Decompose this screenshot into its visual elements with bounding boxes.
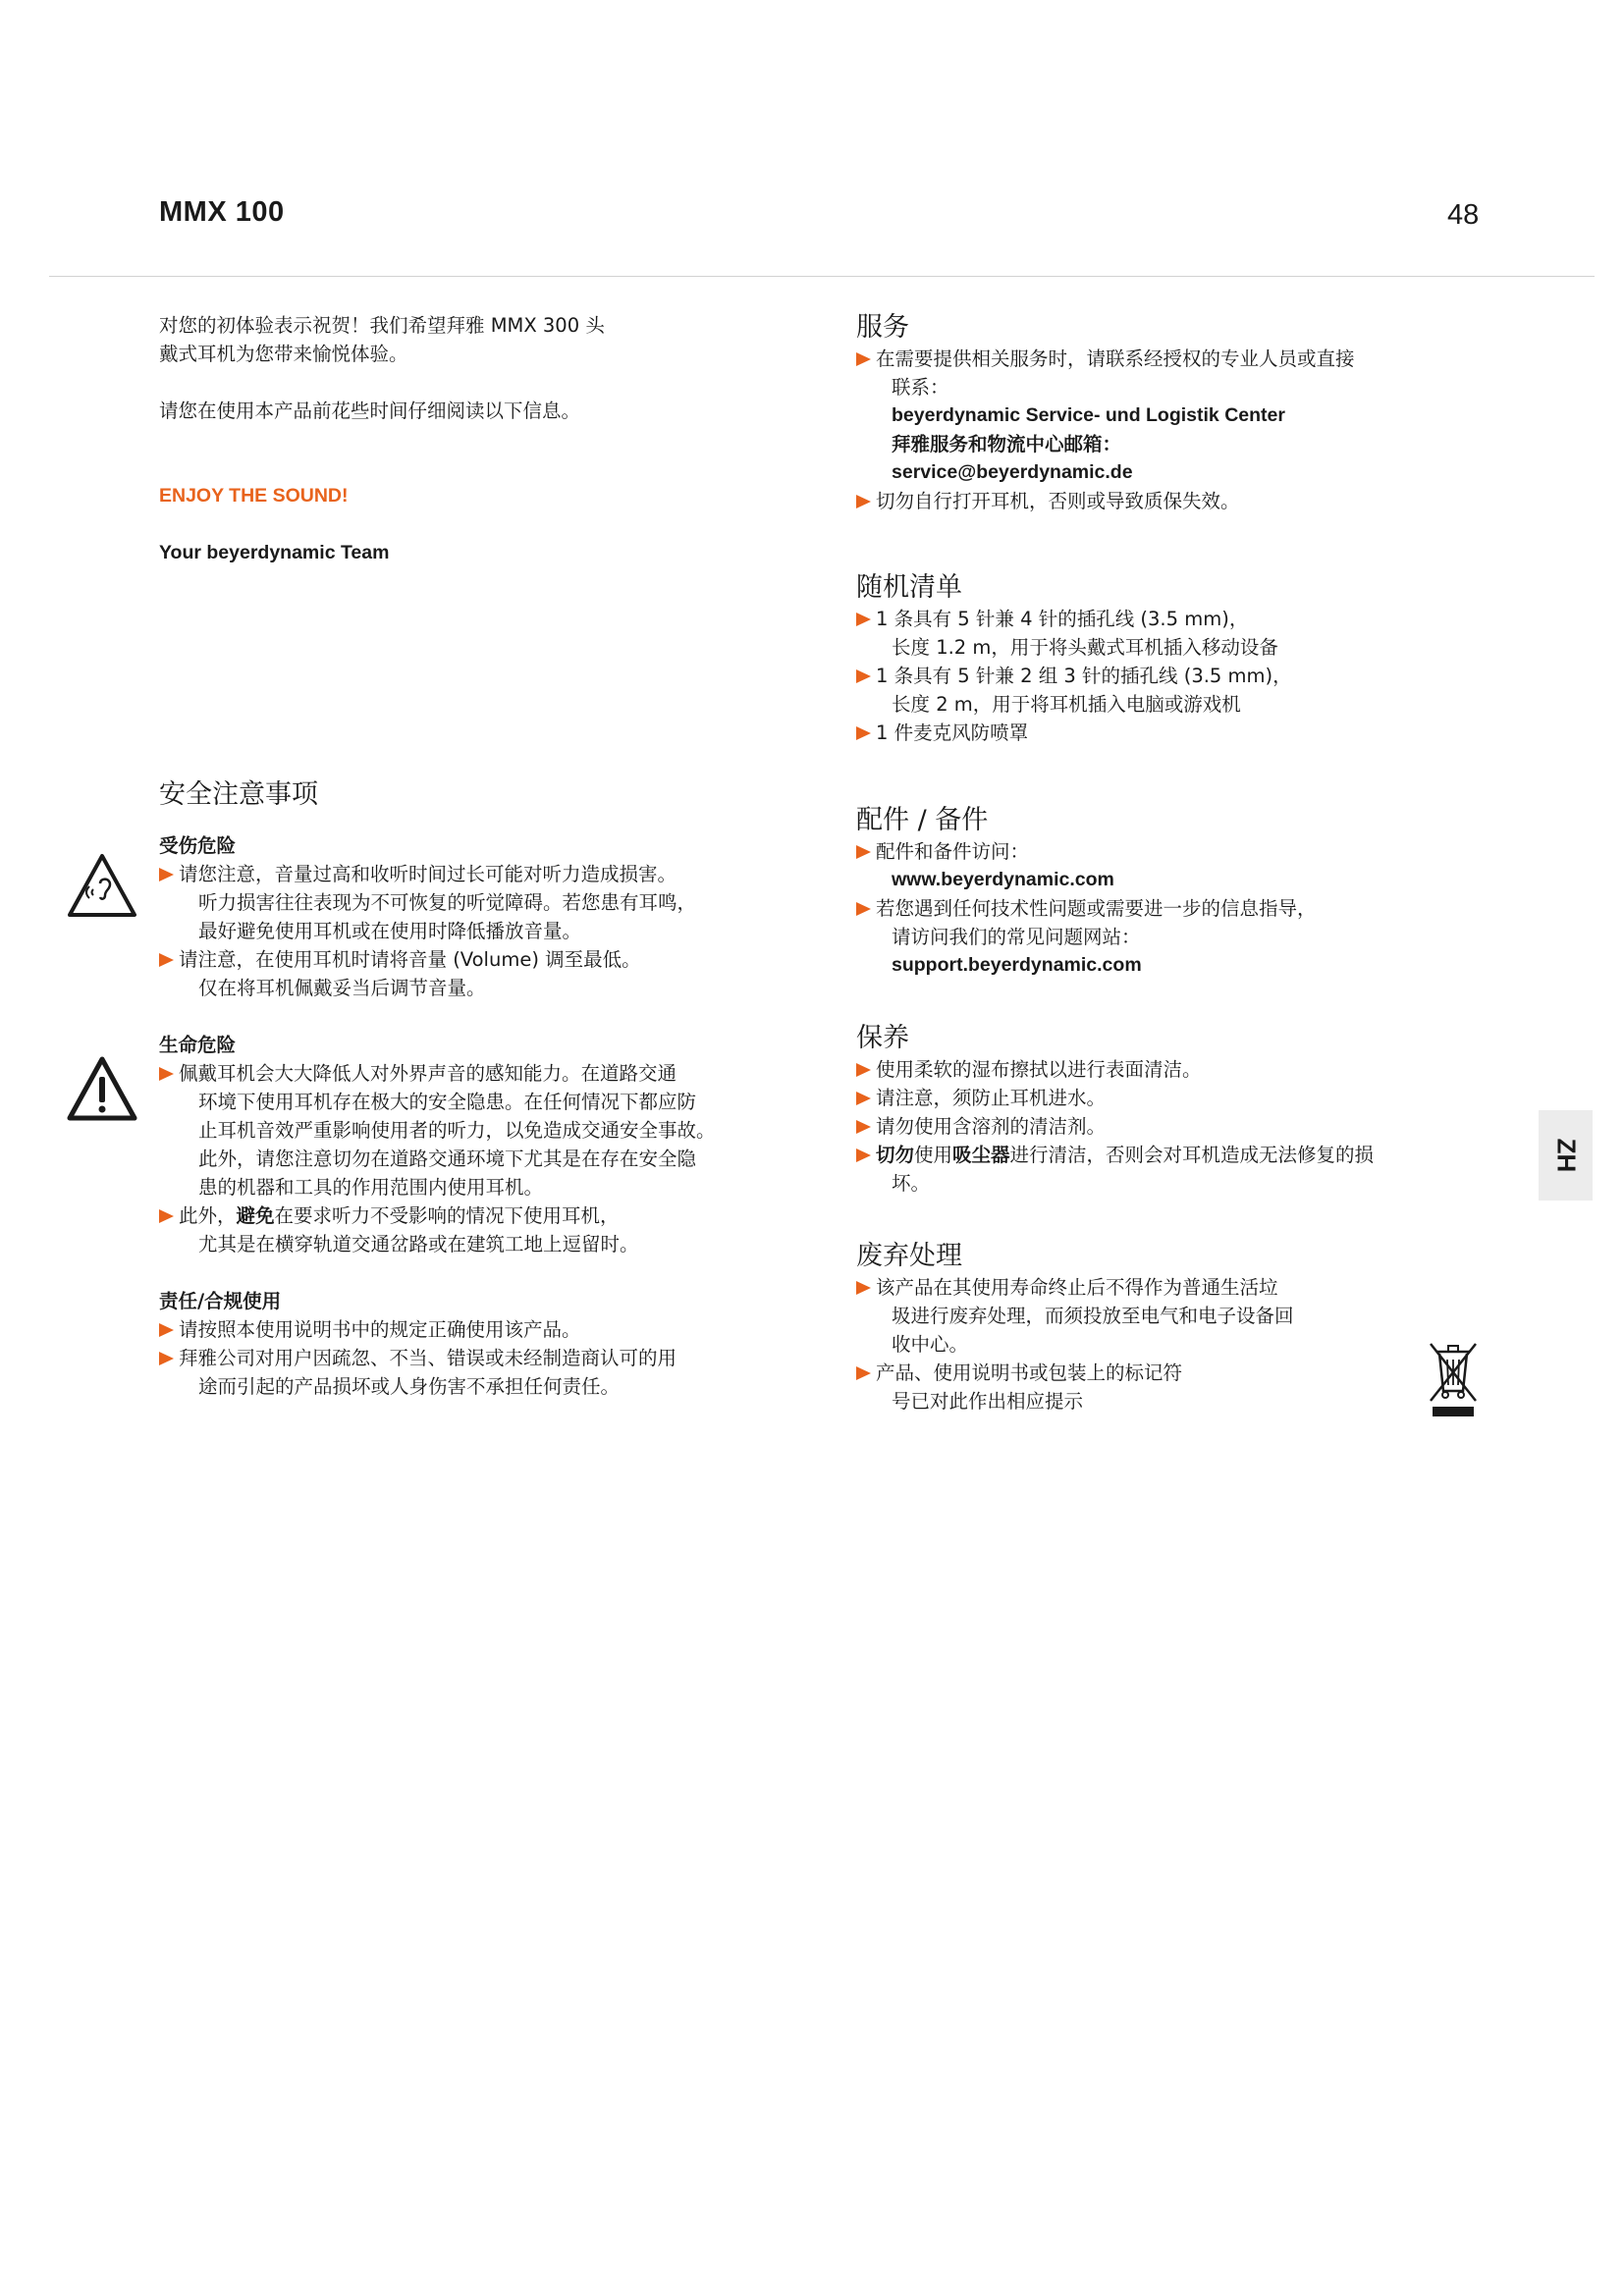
list-item: 配件和备件访问： bbox=[856, 837, 1465, 866]
support-link[interactable]: support.beyerdynamic.com bbox=[892, 954, 1142, 976]
bullet-arrow-icon bbox=[856, 1063, 871, 1077]
product-name: MMX 100 bbox=[159, 196, 285, 228]
list-item: 佩戴耳机会大大降低人对外界声音的感知能力。在道路交通 bbox=[159, 1059, 797, 1088]
list-item: 请注意，在使用耳机时请将音量 (Volume) 调至最低。 bbox=[159, 945, 797, 974]
bullet-arrow-icon bbox=[159, 1352, 174, 1365]
bullet-arrow-icon bbox=[856, 352, 871, 366]
list-item: 此外，避免在要求听力不受影响的情况下使用耳机， bbox=[159, 1201, 797, 1230]
list-item: 在需要提供相关服务时，请联系经授权的专业人员或直接 bbox=[856, 345, 1465, 373]
slogan: ENJOY THE SOUND! bbox=[159, 485, 349, 507]
life-danger-heading: 生命危险 bbox=[159, 1034, 237, 1056]
team-signature: Your beyerdynamic Team bbox=[159, 542, 390, 563]
service-contact: 拜雅服务和物流中心邮箱： bbox=[892, 433, 1122, 455]
list-item: 产品、使用说明书或包装上的标记符 bbox=[856, 1359, 1465, 1387]
bullet-arrow-icon bbox=[856, 1281, 871, 1295]
list-item: 1 条具有 5 针兼 2 组 3 针的插孔线 (3.5 mm)， bbox=[856, 662, 1465, 690]
bullet-arrow-icon bbox=[856, 726, 871, 740]
list-item: 请注意，须防止耳机进水。 bbox=[856, 1084, 1465, 1112]
safety-title: 安全注意事项 bbox=[159, 779, 318, 810]
service-title: 服务 bbox=[856, 312, 909, 343]
language-tab-label: ZH bbox=[1551, 1138, 1581, 1173]
bullet-arrow-icon bbox=[856, 495, 871, 508]
bullet-arrow-icon bbox=[856, 1120, 871, 1134]
intro-line: 戴式耳机为您带来愉悦体验。 bbox=[159, 343, 408, 365]
list-item: 1 件麦克风防喷罩 bbox=[856, 719, 1465, 747]
read-note: 请您在使用本产品前花些时间仔细阅读以下信息。 bbox=[159, 400, 581, 422]
disposal-title: 废弃处理 bbox=[856, 1241, 962, 1271]
page-number: 48 bbox=[1447, 199, 1480, 231]
service-email-link[interactable]: service@beyerdynamic.de bbox=[892, 461, 1133, 483]
weee-bin-icon bbox=[1427, 1340, 1482, 1418]
package-title: 随机清单 bbox=[856, 572, 962, 603]
language-tab bbox=[1539, 1110, 1593, 1201]
bullet-arrow-icon bbox=[856, 1148, 871, 1162]
care-title: 保养 bbox=[856, 1023, 909, 1053]
bullet-arrow-icon bbox=[159, 953, 174, 967]
liability-heading: 责任/合规使用 bbox=[159, 1290, 282, 1312]
list-item: 拜雅公司对用户因疏忽、不当、错误或未经制造商认可的用 bbox=[159, 1344, 797, 1372]
list-item: 使用柔软的湿布擦拭以进行表面清洁。 bbox=[856, 1055, 1465, 1084]
list-item: 请您注意，音量过高和收听时间过长可能对听力造成损害。 bbox=[159, 860, 797, 888]
bullet-arrow-icon bbox=[856, 845, 871, 859]
bullet-arrow-icon bbox=[856, 669, 871, 683]
list-item: 若您遇到任何技术性问题或需要进一步的信息指导， bbox=[856, 894, 1465, 923]
bullet-arrow-icon bbox=[856, 1366, 871, 1380]
bullet-arrow-icon bbox=[159, 1323, 174, 1337]
list-item: 请勿使用含溶剂的清洁剂。 bbox=[856, 1112, 1465, 1141]
bullet-arrow-icon bbox=[159, 1209, 174, 1223]
list-item: 1 条具有 5 针兼 4 针的插孔线 (3.5 mm)， bbox=[856, 605, 1465, 633]
bullet-arrow-icon bbox=[856, 902, 871, 916]
hearing-danger-heading: 受伤危险 bbox=[159, 834, 237, 857]
hearing-warning-icon bbox=[67, 852, 137, 919]
left-column: 对您的初体验表示祝贺！我们希望拜雅 MMX 300 头 戴式耳机为您带来愉悦体验。 请您在使用本产品前花些时间仔细阅读以下信息。 ENJOY THE SOUND! Your beyerdynamic Team 安全注意事项 受伤危险 请您注意，音量过高和收听时间过长可能对听力造成损害。 听力损害往往表现为不可恢复的听觉障碍。若您患有耳鸣， 最好避免使用耳机或在使用时降低播放音量。 请注意，在使用耳机时请将音量 (Volume) 调至最低。 仅在将耳机佩戴妥当后调节音量。 生命危险 佩戴耳机会大大降低人对外界声音的感知能力。在道路交通 环境下使用耳机存在极大的安全隐患。在任何情况下都应防 止耳机音效严重影响使用者的听力，以免造成交通安全事故。 此外，请您注意切勿在道路交通环境下尤其是在存在安全隐 患的机器和工具的作用范围内使用耳机。 此外，避免在要求听力不受影响的情况下使用耳机， 尤其是在横穿轨道交通岔路或在建筑工地上逗留时。 责任/合规使用 请按照本使用说明书中的规定正确使用该产品。 拜雅公司对用户因疏忽、不当、错误或未经制造商认可的用 途而引起的产品损坏或人身伤害不承担任何责任。 bbox=[159, 311, 797, 1401]
list-item: 请按照本使用说明书中的规定正确使用该产品。 bbox=[159, 1315, 797, 1344]
website-link[interactable]: www.beyerdynamic.com bbox=[892, 869, 1114, 890]
list-item: 该产品在其使用寿命终止后不得作为普通生活垃 bbox=[856, 1273, 1465, 1302]
accessories-title: 配件 / 备件 bbox=[856, 805, 989, 835]
header-divider bbox=[49, 276, 1595, 277]
danger-warning-icon bbox=[67, 1055, 137, 1122]
bullet-arrow-icon bbox=[856, 1092, 871, 1105]
bullet-arrow-icon bbox=[856, 613, 871, 626]
service-contact: beyerdynamic Service- und Logistik Center bbox=[892, 404, 1285, 426]
right-column: 服务 在需要提供相关服务时，请联系经授权的专业人员或直接 联系： beyerdynamic Service- und Logistik Center 拜雅服务和物流中心邮箱： service@beyerdynamic.de 切勿自行打开耳机，否则或导致质保失效。 随机清单 1 条具有 5 针兼 4 针的插孔线 (3.5 mm)， 长度 1.2 m，用于将头戴式耳机插入移动设备 1 条具有 5 针兼 2 组 3 针的插孔线 (3.5 mm)， 长度 2 m，用于将耳机插入电脑或游戏机 1 件麦克风防喷罩 配件 / 备件 配件和备件访问： www.beyerdynamic.com 若您遇到任何技术性问题或需要进一步的信息指导， 请访问我们的常见问题网站： support.beyerdynamic.com 保养 使用柔软的湿布擦拭以进行表面清洁。 请注意，须防止耳机进水。 请勿使用含溶剂的清洁剂。 切勿使用吸尘器进行清洁，否则会对耳机造成无法修复的损 坏。 废弃处理 该产品在其使用寿命终止后不得作为普通生活垃 圾进行废弃处理，而须投放至电气和电子设备回 收中心。 产品、使用说明书或包装上的标记符 号已对此作出相应提示 bbox=[856, 311, 1465, 1415]
bullet-arrow-icon bbox=[159, 868, 174, 881]
intro-line: 对您的初体验表示祝贺！我们希望拜雅 MMX 300 头 bbox=[159, 314, 605, 337]
list-item: 切勿使用吸尘器进行清洁，否则会对耳机造成无法修复的损 bbox=[856, 1141, 1465, 1169]
list-item: 切勿自行打开耳机，否则或导致质保失效。 bbox=[856, 487, 1465, 515]
bullet-arrow-icon bbox=[159, 1067, 174, 1081]
